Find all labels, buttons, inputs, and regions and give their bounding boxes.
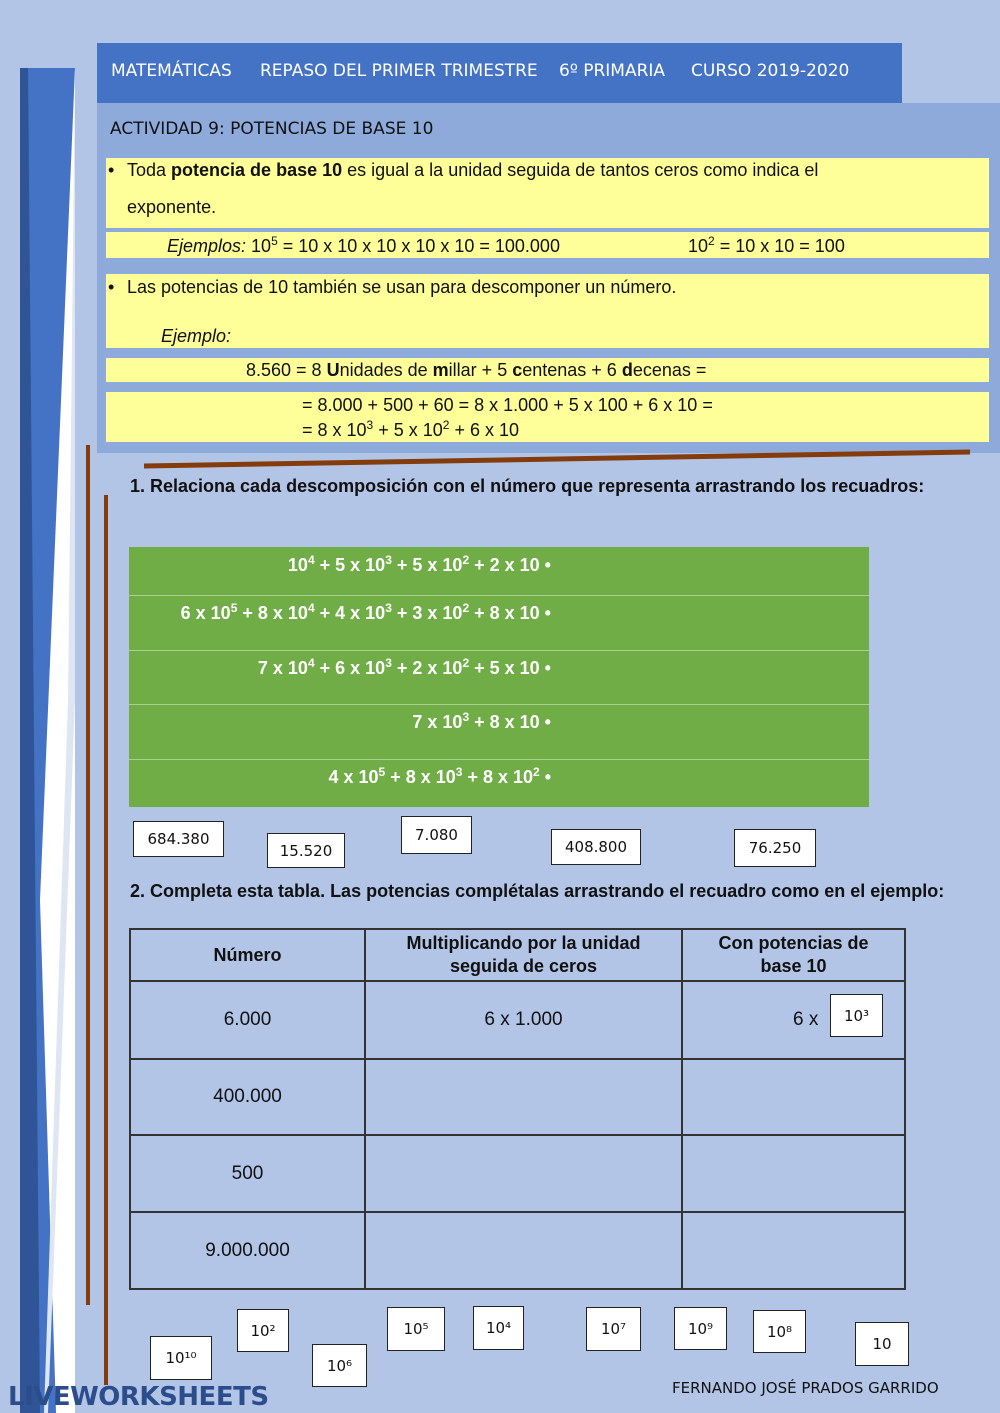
power-tile[interactable]: 10: [855, 1322, 909, 1366]
decomposition-row: [129, 547, 869, 596]
decomp-bullet: •: [108, 277, 115, 297]
rule-text-line2: exponente.: [127, 197, 217, 217]
cell-multiplying[interactable]: [365, 1059, 682, 1135]
cell-multiplying[interactable]: [365, 1135, 682, 1212]
rule-bullet: •: [108, 160, 115, 180]
cell-multiplying: 6 x 1.000: [365, 981, 682, 1059]
decomposition-row: [129, 595, 869, 651]
cell-number: 6.000: [130, 981, 365, 1059]
power-tile[interactable]: 10⁵: [387, 1307, 445, 1351]
number-tile[interactable]: 408.800: [551, 829, 641, 865]
cell-number: 500: [130, 1135, 365, 1212]
decomp-line1: 8.560 = 8 Unidades de millar + 5 centenas + 6 decenas =: [246, 360, 707, 380]
liveworksheets-logo[interactable]: LIVEWORKSHEETS: [8, 1382, 269, 1412]
decomposition-expression: 4 x $10^5 + 8$ x $10^3 + 8$ x $10^2$ •: [328, 765, 551, 787]
cell-powers[interactable]: [682, 981, 905, 1059]
decomposition-row: [129, 759, 869, 807]
question-2-title: 2. Completa esta tabla. Las potencias complétalas arrastrando el recuadro como en el ejemplo:: [130, 881, 945, 901]
decomposition-expression: $10^4 + 5$ x $10^3 + 5$ x $10^2 + 2$ x 10 •: [287, 553, 551, 575]
decomposition-row: [129, 650, 869, 705]
brown-divider: [140, 446, 975, 472]
power-tile[interactable]: 10¹⁰: [150, 1336, 212, 1380]
power-tile[interactable]: 10⁸: [753, 1310, 806, 1353]
cell-powers[interactable]: [682, 1212, 905, 1289]
author-name: FERNANDO JOSÉ PRADOS GARRIDO: [672, 1379, 939, 1397]
table-row: [130, 1212, 905, 1289]
number-tile[interactable]: 76.250: [734, 829, 816, 867]
header-number: Número: [130, 929, 365, 981]
question-1-title: 1. Relaciona cada descomposición con el número que representa arrastrando los recuadros:: [130, 476, 925, 496]
activity-title: ACTIVIDAD 9: POTENCIAS DE BASE 10: [110, 119, 434, 139]
cell-powers[interactable]: [682, 1135, 905, 1212]
decomp-line2: = 8.000 + 500 + 60 = 8 x 1.000 + 5 x 100 + 6 x 10 =: [302, 395, 713, 415]
header-unit: REPASO DEL PRIMER TRIMESTRE: [260, 61, 538, 81]
decomposition-expression: 7 x $10^3 + 8$ x 10 •: [412, 710, 551, 732]
power-tile[interactable]: 10⁴: [473, 1306, 524, 1350]
examples-line: Ejemplos: $10^5 = 10$ x 10 x 10 x 10 x 10 = 100.000: [167, 234, 560, 256]
number-tile[interactable]: 684.380: [133, 821, 224, 857]
header-subject: MATEMÁTICAS: [111, 61, 232, 81]
power-tile-placed[interactable]: 10³: [830, 994, 883, 1037]
decomposition-expression: 7 x $10^4 + 6$ x $10^3 + 2$ x $10^2 + 5$ x 10 •: [257, 656, 551, 678]
header-year: CURSO 2019-2020: [691, 61, 850, 81]
decomposition-row: [129, 704, 869, 760]
header-powers: Con potencias de base 10: [682, 929, 905, 981]
powers-table: [129, 928, 906, 1290]
table-row: [130, 981, 905, 1059]
power-tile[interactable]: 10⁷: [586, 1307, 641, 1351]
cell-number: 9.000.000: [130, 1212, 365, 1289]
rule-text: Toda potencia de base 10 es igual a la unidad seguida de tantos ceros como indica el: [127, 160, 819, 180]
header-multiplying: Multiplicando por la unidad seguida de ceros: [365, 929, 682, 981]
decomp-line3: = 8 x $10^3 + 5$ x $10^2 + 6$ x 10: [302, 418, 520, 440]
power-tile[interactable]: 10⁹: [674, 1307, 727, 1350]
decomposition-expression: 6 x $10^5 + 8$ x $10^4 + 4$ x $10^3 + 3$ x $10^2 + 8$ x 10 •: [180, 601, 551, 623]
table-row: [130, 1059, 905, 1135]
power-prefix: 6 x: [793, 1009, 819, 1030]
example-label: Ejemplo:: [161, 326, 232, 346]
number-tile[interactable]: 7.080: [401, 816, 472, 854]
number-tile[interactable]: 15.520: [267, 833, 345, 868]
decomp-rule: Las potencias de 10 también se usan para descomponer un número.: [127, 277, 677, 297]
example-2: $10^2 = 10$ x 10 = 100: [688, 234, 845, 256]
brown-vertical-rule-2: [104, 495, 108, 1385]
cell-powers[interactable]: [682, 1059, 905, 1135]
power-tile[interactable]: 10⁶: [312, 1344, 367, 1387]
decorative-side-strip: [0, 0, 100, 1413]
decomposition-table: [129, 547, 869, 807]
power-tile[interactable]: 10²: [237, 1309, 289, 1352]
table-header-row: [130, 929, 905, 981]
table-row: [130, 1135, 905, 1212]
brown-vertical-rule-1: [86, 445, 90, 1305]
worksheet-header: [97, 43, 902, 103]
cell-number: 400.000: [130, 1059, 365, 1135]
cell-multiplying[interactable]: [365, 1212, 682, 1289]
header-grade: 6º PRIMARIA: [559, 61, 666, 81]
